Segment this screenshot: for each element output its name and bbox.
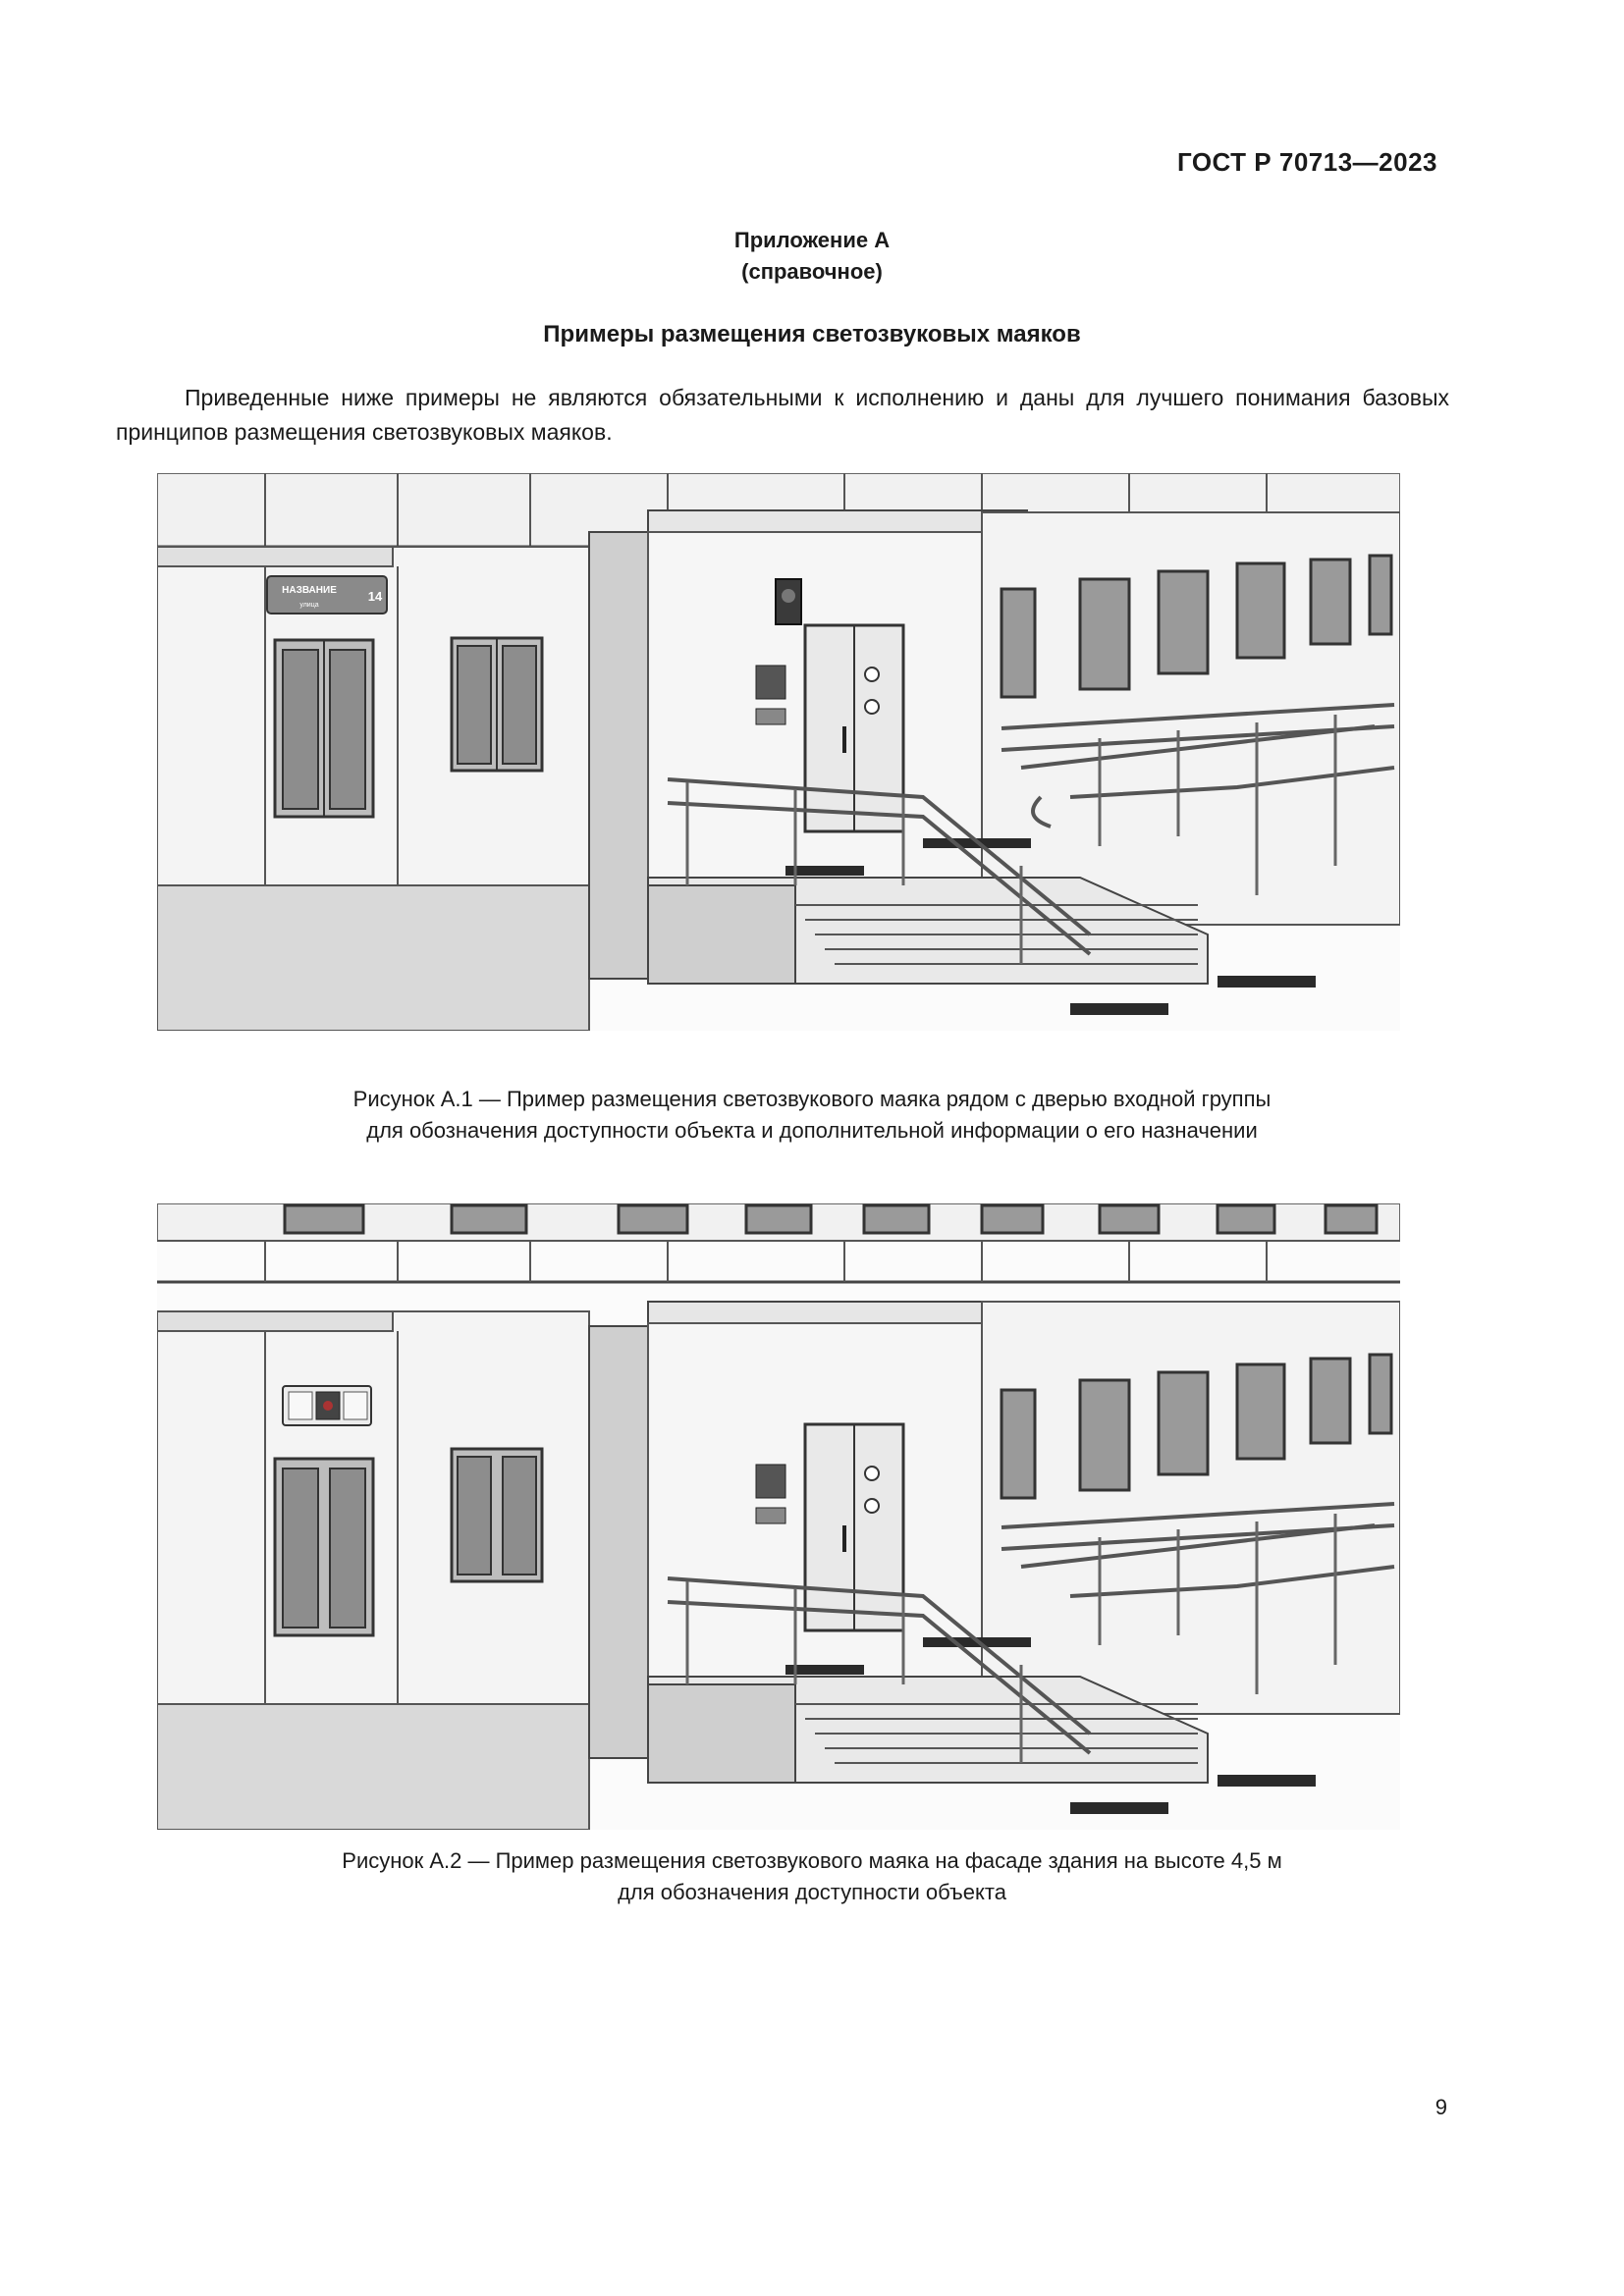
annex-title: Приложение А [733, 228, 891, 252]
street-sign-subtext: улица [299, 602, 319, 609]
figure-a1-illustration [157, 473, 1400, 1031]
annex-subtitle: (справочное) [741, 259, 883, 284]
figure-a2-caption-line2: для обозначения доступности объекта [618, 1880, 1006, 1904]
page-number: 9 [1435, 2095, 1447, 2119]
street-sign-text: НАЗВАНИЕ [282, 585, 337, 596]
wheelchair-icon [289, 1392, 312, 1419]
figure-a2-illustration [157, 1203, 1400, 1830]
intro-paragraph [116, 381, 1449, 450]
figure-a1-caption-line1: Рисунок А.1 — Пример размещения светозвукового маяка рядом с дверью входной группы [352, 1087, 1272, 1111]
building-entrance-drawing-1 [157, 473, 1400, 1031]
figure-a2-caption-line1: Рисунок А.2 — Пример размещения светозвукового маяка на фасаде здания на высоте 4,5 м [342, 1848, 1282, 1873]
figure-a1-caption-line2: для обозначения доступности объекта и дополнительной информации о его назначении [366, 1118, 1258, 1143]
building-entrance-drawing-2 [157, 1203, 1400, 1830]
street-sign-number: 14 [367, 589, 383, 604]
hearing-icon [344, 1392, 367, 1419]
standard-code: ГОСТ Р 70713—2023 [1176, 147, 1437, 177]
section-title: Примеры размещения светозвуковых маяков [543, 321, 1081, 347]
intro-text: Приведенные ниже примеры не являются обязательными к исполнению и даны для лучшего понимания базовых принципов размещения светозвуковых маяков. [116, 385, 1449, 445]
